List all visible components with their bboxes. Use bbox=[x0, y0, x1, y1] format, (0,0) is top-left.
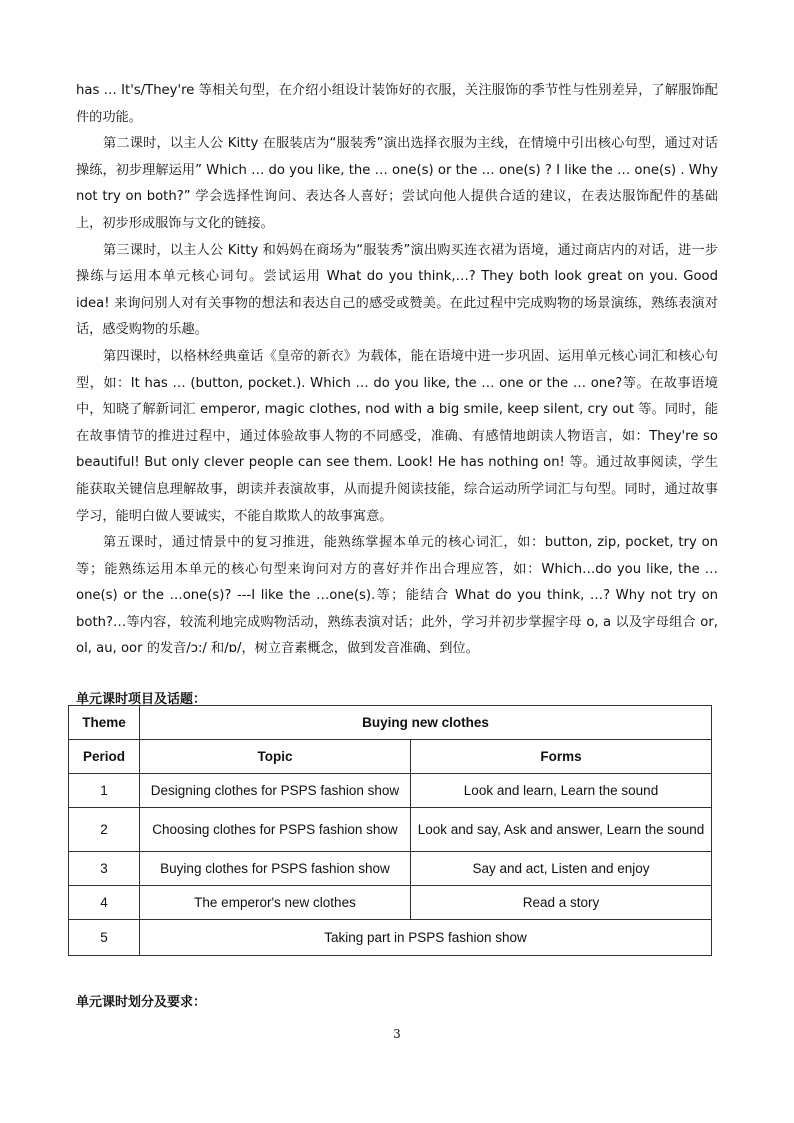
topic-header-cell: Topic bbox=[140, 740, 411, 774]
table-row bbox=[69, 852, 712, 886]
unit-periods-table bbox=[68, 705, 712, 956]
paragraph-period-5: 第五课时，通过情景中的复习推进，能熟练掌握本单元的核心词汇，如：button, zip, pocket, try on 等；能熟练运用本单元的核心句型来询问对方的喜好并作出合理应答，如：Which…do you like, the …one(s) or the …one(s)? ---I like the …one(s).等；能结合 What do you think, …? Why not try on both?…等内容，较流利地完成购物活动，熟练表演对话；此外，学习并初步掌握字母 o, a 以及字母组合 or, ol, au, oor 的发音/ɔ:/ 和/ɒ/，树立音素概念，做到发音准确、到位。 bbox=[76, 535, 718, 657]
period-header-cell: Period bbox=[69, 740, 140, 774]
topic-cell: The emperor's new clothes bbox=[140, 886, 411, 920]
forms-cell: Read a story bbox=[411, 886, 712, 920]
topic-cell: Choosing clothes for PSPS fashion show bbox=[140, 808, 411, 852]
period-cell: 1 bbox=[69, 774, 140, 808]
table-row-theme bbox=[69, 706, 712, 740]
paragraph-period-4: 第四课时，以格林经典童话《皇帝的新衣》为载体，能在语境中进一步巩固、运用单元核心词汇和核心句型，如：It has … (button, pocket.). Which … do you like, the … one or the … one?等。在故事语境中，知晓了解新词汇 emperor, magic clothes, nod with a big smile, keep silent, cry out 等。同时，能在故事情节的推进过程中，通过体验故事人物的不同感受，准确、有感情地朗读人物语言，如：They're so beautiful! But only clever people can see them. Look! He has nothing on! 等。通过故事阅读，学生能获取关键信息理解故事，朗读并表演故事，从而提升阅读技能，综合运动所学词汇与句型。同时，通过故事学习，能明白做人要诚实，不能自欺欺人的故事寓意。 bbox=[76, 348, 718, 524]
section-heading-topics: 单元课时项目及话题： bbox=[76, 692, 207, 707]
table-row bbox=[69, 920, 712, 956]
period-cell: 5 bbox=[69, 920, 140, 956]
theme-value-cell: Buying new clothes bbox=[140, 706, 712, 740]
topic-cell: Buying clothes for PSPS fashion show bbox=[140, 852, 411, 886]
body-text bbox=[76, 78, 718, 663]
paragraph-period-2: 第二课时，以主人公 Kitty 在服装店为“服装秀”演出选择衣服为主线，在情境中引出核心句型，通过对话操练，初步理解运用” Which … do you like, the … one(s) or the … one(s) ? I like the … one(s) . Why not try on both?” 学会选择性询问、表达各人喜好；尝试向他人提供合适的建议，在表达服饰配件的基础上，初步形成服饰与文化的链接。 bbox=[76, 136, 718, 231]
page-number: 3 bbox=[393, 1027, 401, 1041]
theme-label-cell: Theme bbox=[69, 706, 140, 740]
merged-topic-cell: Taking part in PSPS fashion show bbox=[140, 920, 712, 956]
table-row bbox=[69, 774, 712, 808]
forms-cell: Look and learn, Learn the sound bbox=[411, 774, 712, 808]
section-heading-requirements: 单元课时划分及要求： bbox=[76, 995, 207, 1010]
paragraph-continuation: has … It's/They're 等相关句型，在介绍小组设计装饰好的衣服，关注服饰的季节性与性别差异，了解服饰配件的功能。 bbox=[76, 83, 718, 125]
forms-header-cell: Forms bbox=[411, 740, 712, 774]
period-cell: 2 bbox=[69, 808, 140, 852]
period-cell: 3 bbox=[69, 852, 140, 886]
period-cell: 4 bbox=[69, 886, 140, 920]
table-row bbox=[69, 808, 712, 852]
topic-cell: Designing clothes for PSPS fashion show bbox=[140, 774, 411, 808]
forms-cell: Say and act, Listen and enjoy bbox=[411, 852, 712, 886]
table-row-header bbox=[69, 740, 712, 774]
paragraph-period-3: 第三课时，以主人公 Kitty 和妈妈在商场为“服装秀”演出购买连衣裙为语境，通过商店内的对话，进一步操练与运用本单元核心词句。尝试运用 What do you think,…? They both look great on you. Good idea! 来询问别人对有关事物的想法和表达自己的感受或赞美。在此过程中完成购物的场景演练，熟练表演对话，感受购物的乐趣。 bbox=[76, 242, 718, 338]
forms-cell: Look and say, Ask and answer, Learn the sound bbox=[411, 808, 712, 852]
table-row bbox=[69, 886, 712, 920]
